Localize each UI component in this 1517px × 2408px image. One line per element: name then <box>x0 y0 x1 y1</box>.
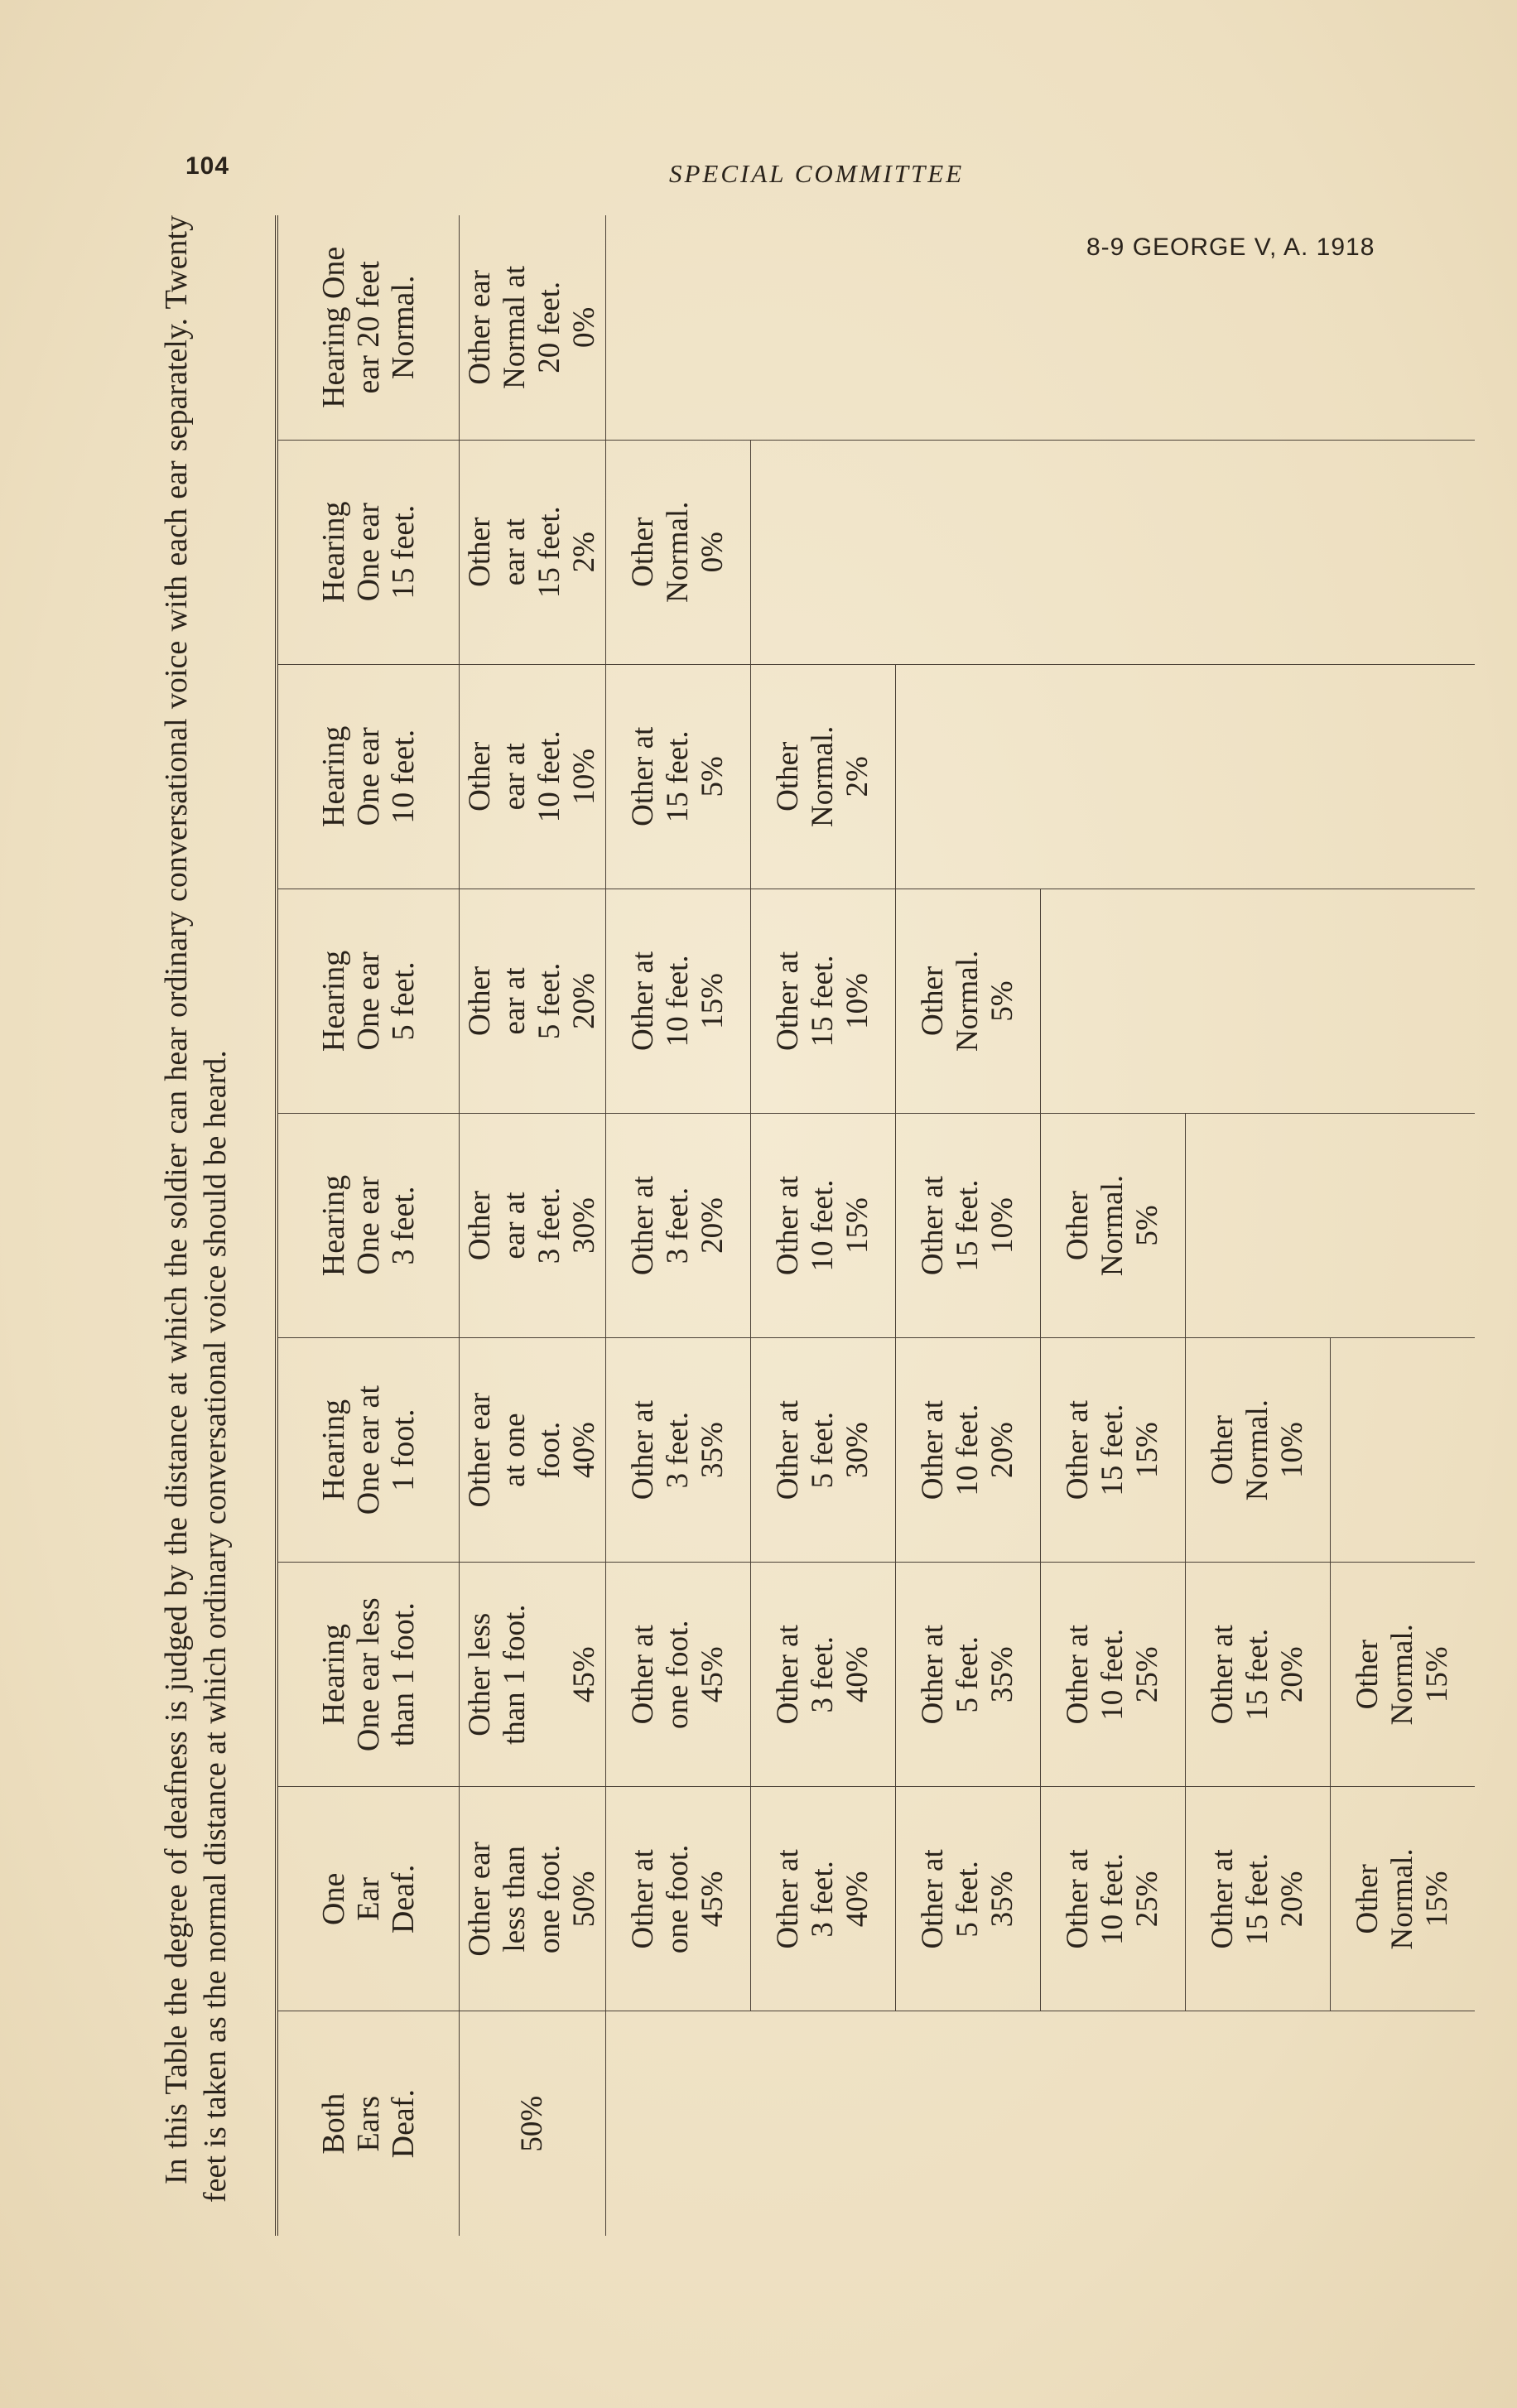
cell-line: Other <box>916 966 950 1037</box>
cell-line: Deaf. <box>386 2089 421 2159</box>
cell-line: 5% <box>1130 1205 1164 1246</box>
cell-line <box>532 1568 567 1781</box>
table-row <box>460 215 606 2236</box>
cell-line: one foot. <box>661 1620 695 1729</box>
cell-line: 10 feet. <box>1096 1628 1129 1721</box>
cell-line: 10 feet. <box>661 955 695 1047</box>
table-row <box>751 215 896 2236</box>
cell-line: than 1 foot. <box>498 1604 532 1746</box>
cell-line: 45% <box>567 1646 601 1703</box>
cell-line: 50% <box>515 2095 549 2152</box>
empty-cell <box>896 215 1041 440</box>
empty-cell <box>1186 1113 1331 1337</box>
empty-cell <box>751 2011 896 2236</box>
cell-line: Other <box>463 517 497 587</box>
cell-line: Ear <box>351 1876 386 1921</box>
table-cell <box>606 1338 751 1563</box>
cell-line: Other at <box>771 1175 805 1276</box>
cell-line: 20% <box>1275 1871 1309 1928</box>
cell-line: Deaf. <box>386 1864 421 1934</box>
cell-line: Normal. <box>806 725 840 827</box>
cell-line: Hearing <box>316 1399 351 1501</box>
cell-line: 40% <box>567 1422 601 1479</box>
cell-line: 40% <box>840 1871 874 1928</box>
cell-line: ear at <box>498 967 532 1035</box>
deafness-table <box>275 215 1475 2236</box>
cell-line: 15 feet. <box>1240 1628 1274 1721</box>
column-header <box>277 1787 460 2011</box>
cell-line: Other at <box>1061 1625 1095 1725</box>
cell-line: 15% <box>1420 1871 1454 1928</box>
table-cell <box>606 664 751 889</box>
cell-line: Other at <box>916 1400 950 1500</box>
table-cell <box>1041 1338 1186 1563</box>
table-cell <box>1331 1787 1476 2011</box>
table-cell <box>751 1787 896 2011</box>
empty-cell <box>1331 664 1476 889</box>
cell-line: 20% <box>985 1422 1019 1479</box>
cell-line: 25% <box>1130 1646 1164 1703</box>
cell-line: 15 feet. <box>386 504 421 600</box>
cell-line: Normal. <box>1385 1624 1419 1726</box>
cell-line: Hearing <box>316 1624 351 1726</box>
table-cell <box>460 664 606 889</box>
cell-line: one foot. <box>661 1844 695 1954</box>
cell-line: 45% <box>696 1646 730 1703</box>
column-header <box>277 215 460 440</box>
cell-line: Other <box>1206 1415 1240 1486</box>
running-title: SPECIAL COMMITTEE <box>669 159 965 188</box>
empty-cell <box>1041 440 1186 664</box>
cell-line: Other <box>1061 1190 1095 1261</box>
cell-line: Normal. <box>1096 1174 1129 1277</box>
table-cell <box>1331 1563 1476 1787</box>
cell-line: Other at <box>626 1400 660 1500</box>
cell-line: 20% <box>567 972 601 1029</box>
column-header <box>277 1338 460 1563</box>
cell-line: ear at <box>498 1192 532 1259</box>
table-cell <box>460 440 606 664</box>
empty-cell <box>1331 440 1476 664</box>
table-cell <box>751 664 896 889</box>
cell-line: 3 feet. <box>661 1411 695 1489</box>
cell-line: Other at <box>771 1849 805 1949</box>
empty-cell <box>1186 440 1331 664</box>
empty-cell <box>1331 2011 1476 2236</box>
table-cell <box>751 1338 896 1563</box>
cell-line: Ears <box>351 2095 386 2152</box>
cell-line: Normal at <box>498 265 532 389</box>
cell-line: less than <box>498 1846 532 1953</box>
cell-line: 15 feet. <box>661 730 695 823</box>
cell-line: Other <box>463 1190 497 1261</box>
cell-line: Normal. <box>951 950 985 1052</box>
table-row <box>1331 215 1476 2236</box>
cell-line: Hearing One <box>316 246 351 408</box>
table-cell <box>751 1113 896 1337</box>
cell-line: Other at <box>1061 1400 1095 1500</box>
cell-line: 15% <box>1420 1646 1454 1703</box>
empty-cell <box>1331 215 1476 440</box>
cell-line: 10 feet. <box>386 729 421 824</box>
cell-line: Normal. <box>386 275 421 380</box>
cell-line: ear 20 feet <box>351 261 386 394</box>
cell-line: Other <box>463 966 497 1037</box>
empty-cell <box>1186 889 1331 1113</box>
cell-line: 15% <box>840 1197 874 1254</box>
empty-cell <box>896 664 1041 889</box>
table-cell <box>460 1563 606 1787</box>
cell-line: 30% <box>567 1197 601 1254</box>
cell-line: Other at <box>771 951 805 1051</box>
cell-line: 2% <box>840 756 874 797</box>
column-header <box>277 2011 460 2236</box>
table-cell <box>896 1113 1041 1337</box>
cell-line: Other less <box>463 1612 497 1736</box>
cell-line: foot. <box>532 1421 566 1479</box>
empty-cell <box>1186 664 1331 889</box>
cell-line: 45% <box>696 1871 730 1928</box>
column-header <box>277 889 460 1113</box>
cell-line: 35% <box>696 1422 730 1479</box>
empty-cell <box>751 215 896 440</box>
table-row <box>1041 215 1186 2236</box>
cell-line: Other at <box>626 1625 660 1725</box>
table-cell <box>460 889 606 1113</box>
cell-line: 0% <box>567 306 601 348</box>
cell-line: 20% <box>696 1197 730 1254</box>
cell-line: 10% <box>1275 1422 1309 1479</box>
empty-cell <box>1331 889 1476 1113</box>
column-header <box>277 1113 460 1337</box>
empty-cell <box>1041 664 1186 889</box>
cell-line: Other at <box>771 1400 805 1500</box>
table-cell <box>896 1787 1041 2011</box>
empty-cell <box>1041 889 1186 1113</box>
cell-line: 10 feet. <box>806 1179 840 1272</box>
cell-line: Other at <box>771 1625 805 1725</box>
cell-line: 5% <box>985 980 1019 1022</box>
table-cell <box>460 1113 606 1337</box>
cell-line: 3 feet. <box>806 1861 840 1938</box>
table-cell <box>896 1338 1041 1563</box>
cell-line: 5 feet. <box>806 1411 840 1489</box>
cell-line: One ear less <box>351 1597 386 1752</box>
cell-line: Other ear <box>463 1392 497 1508</box>
cell-line: One <box>316 1872 351 1925</box>
cell-line: 25% <box>1130 1871 1164 1928</box>
cell-line: Other at <box>626 1849 660 1949</box>
cell-line: Other at <box>626 1175 660 1276</box>
cell-line: 10% <box>840 972 874 1029</box>
empty-cell <box>1186 2011 1331 2236</box>
cell-line: Other at <box>916 1625 950 1725</box>
cell-line: 35% <box>985 1646 1019 1703</box>
table-cell <box>460 2011 606 2236</box>
cell-line: one foot. <box>532 1844 566 1954</box>
column-header <box>277 664 460 889</box>
table-cell <box>1186 1787 1331 2011</box>
empty-cell <box>1331 1338 1476 1563</box>
cell-line: Hearing <box>316 950 351 1052</box>
cell-line: Both <box>316 2093 351 2155</box>
cell-line: than 1 foot. <box>386 1602 421 1747</box>
cell-line: Hearing <box>316 1174 351 1277</box>
cell-line: 3 feet. <box>532 1187 566 1264</box>
cell-line: 10 feet. <box>532 730 566 823</box>
table-cell <box>1041 1787 1186 2011</box>
cell-line: 3 feet. <box>806 1636 840 1713</box>
table-cell <box>1041 1113 1186 1337</box>
cell-line: 20 feet. <box>532 281 566 373</box>
cell-line: 5 feet. <box>951 1636 985 1713</box>
cell-line: Other <box>463 741 497 811</box>
header-row <box>277 215 460 2236</box>
cell-line: 15% <box>696 972 730 1029</box>
cell-line: 10% <box>985 1197 1019 1254</box>
session-label: 8-9 GEORGE V, A. 1918 <box>1086 234 1375 261</box>
table-cell <box>1041 1563 1186 1787</box>
table-cell <box>1186 1338 1331 1563</box>
cell-line: 10 feet. <box>1096 1852 1129 1945</box>
cell-line: Other at <box>916 1175 950 1276</box>
cell-line: One ear <box>351 503 386 602</box>
cell-line: 15 feet. <box>951 1179 985 1272</box>
empty-cell <box>1331 1113 1476 1337</box>
cell-line: 10% <box>567 748 601 805</box>
column-header <box>277 1563 460 1787</box>
cell-line: Other at <box>1206 1625 1240 1725</box>
cell-line: 30% <box>840 1422 874 1479</box>
table-cell <box>751 1563 896 1787</box>
cell-line: Other ear <box>463 1842 497 1957</box>
empty-cell <box>606 2011 751 2236</box>
table-row <box>896 215 1041 2236</box>
empty-cell <box>751 440 896 664</box>
cell-line: 5 feet. <box>532 962 566 1040</box>
cell-line: Hearing <box>316 501 351 603</box>
cell-line: Normal. <box>1240 1399 1274 1501</box>
empty-cell <box>896 440 1041 664</box>
table-cell <box>460 1338 606 1563</box>
cell-line: Other at <box>1206 1849 1240 1949</box>
table-cell <box>606 1113 751 1337</box>
cell-line: at one <box>498 1413 532 1487</box>
cell-line: 15 feet. <box>806 955 840 1047</box>
table-cell <box>606 1563 751 1787</box>
cell-line: 5% <box>696 756 730 797</box>
cell-line: 15 feet. <box>532 506 566 599</box>
cell-line: 5 feet. <box>951 1861 985 1938</box>
cell-line: 35% <box>985 1871 1019 1928</box>
empty-cell <box>606 215 751 440</box>
cell-line: 15% <box>1130 1422 1164 1479</box>
cell-line: Other <box>1351 1640 1385 1710</box>
rotated-table-region <box>157 199 1454 2236</box>
table-cell <box>460 1787 606 2011</box>
cell-line: 3 feet. <box>661 1187 695 1264</box>
table-cell <box>751 889 896 1113</box>
cell-line: One ear <box>351 1176 386 1275</box>
cell-line: 1 foot. <box>386 1409 421 1491</box>
table-cell <box>606 1787 751 2011</box>
cell-line: 20% <box>1275 1646 1309 1703</box>
table-cell <box>606 440 751 664</box>
table-cell <box>896 889 1041 1113</box>
cell-line: 5 feet. <box>386 961 421 1041</box>
cell-line: 3 feet. <box>386 1186 421 1265</box>
cell-line: 40% <box>840 1646 874 1703</box>
empty-cell <box>896 2011 1041 2236</box>
cell-line: 15 feet. <box>1096 1404 1129 1496</box>
page-number: 104 <box>185 152 230 180</box>
cell-line: Other <box>626 517 660 587</box>
cell-line: 15 feet. <box>1240 1852 1274 1945</box>
cell-line: One ear at <box>351 1385 386 1515</box>
cell-line: Other <box>771 741 805 811</box>
cell-line: Other <box>1351 1864 1385 1934</box>
cell-line: Normal. <box>661 501 695 603</box>
cell-line: One ear <box>351 951 386 1051</box>
column-header <box>277 440 460 664</box>
cell-line: 50% <box>567 1871 601 1928</box>
table-cell <box>606 889 751 1113</box>
cell-line: ear at <box>498 518 532 586</box>
empty-cell <box>1041 2011 1186 2236</box>
cell-line: Other ear <box>463 269 497 385</box>
cell-line: 0% <box>696 532 730 573</box>
table-row <box>606 215 751 2236</box>
table-row <box>1186 215 1331 2236</box>
table-cell <box>460 215 606 440</box>
cell-line: Other at <box>916 1849 950 1949</box>
empty-cell <box>1041 215 1186 440</box>
cell-line: 2% <box>567 532 601 573</box>
cell-line: Other at <box>1061 1849 1095 1949</box>
cell-line: One ear <box>351 727 386 826</box>
cell-line: Other at <box>626 951 660 1051</box>
cell-line: 10 feet. <box>951 1404 985 1496</box>
table-cell <box>1186 1563 1331 1787</box>
cell-line: Hearing <box>316 725 351 827</box>
empty-cell <box>1186 215 1331 440</box>
table-cell <box>896 1563 1041 1787</box>
cell-line: Normal. <box>1385 1848 1419 1950</box>
cell-line: ear at <box>498 743 532 811</box>
intro-paragraph: In this Table the degree of deafness is judged by the distance at which the soldier can hear ordinary conversational voice with each ear separately. Twenty feet is taken as the normal distance at which ordinary conversational voice should be heard. <box>159 215 233 2203</box>
cell-line: Other at <box>626 726 660 826</box>
